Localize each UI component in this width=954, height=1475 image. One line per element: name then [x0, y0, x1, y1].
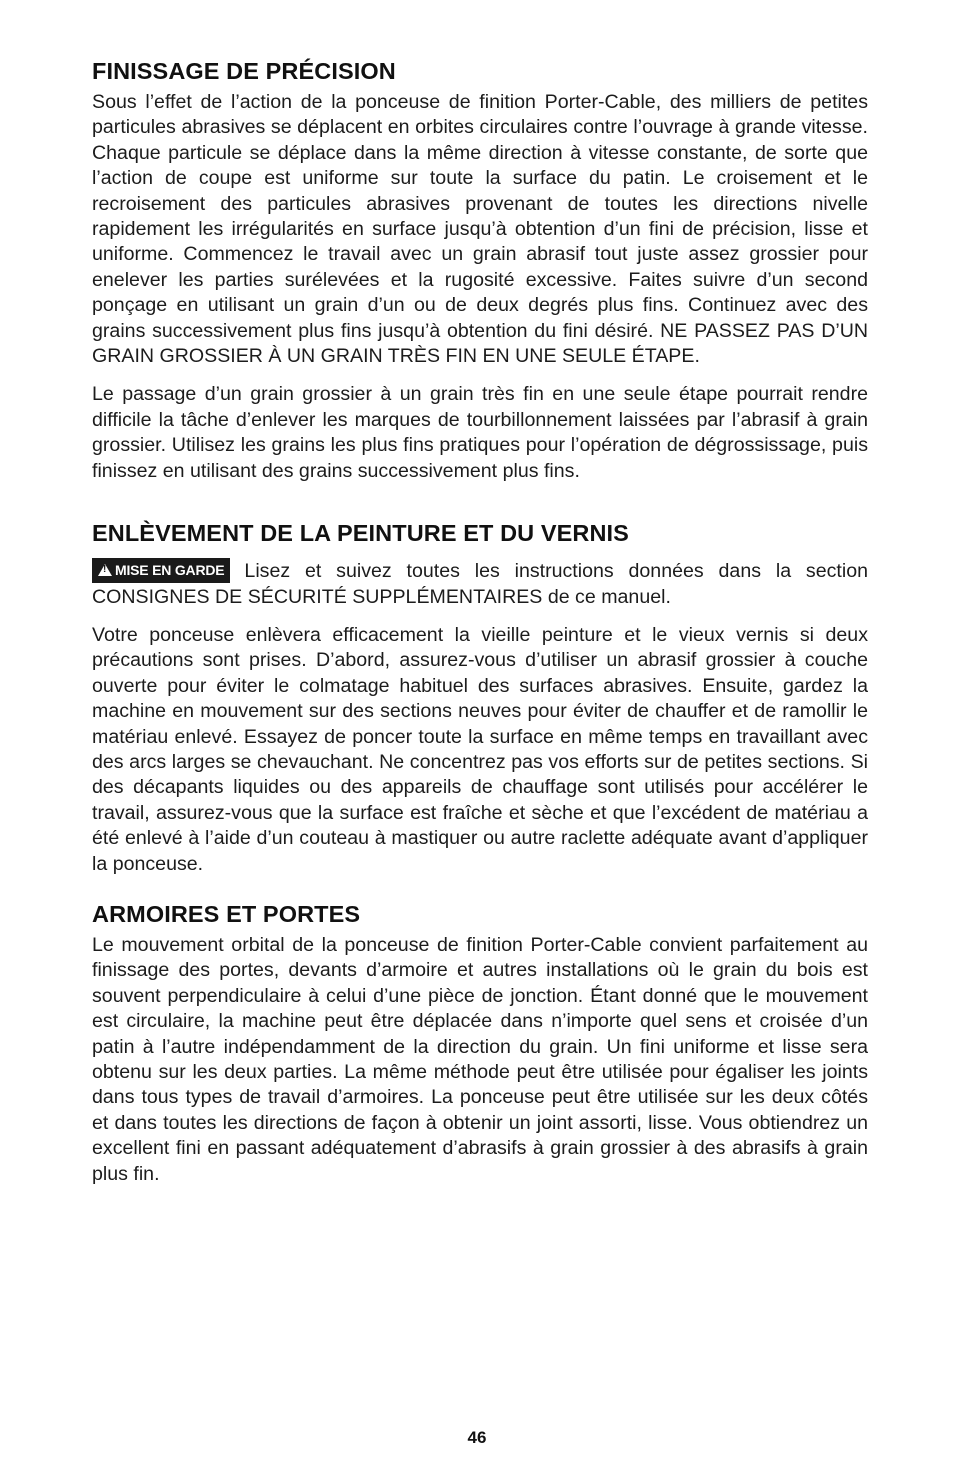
warning-badge: [92, 558, 230, 583]
warning-text: Lisez et suivez toutes les instructions données dans la section CONSIGNES DE SÉCURITÉ SUPPLÉMENTAIRES de ce manuel.: [92, 560, 868, 608]
warning-triangle-icon: [98, 564, 112, 576]
paragraph: Le passage d’un grain grossier à un grain très fin en une seule étape pourrait rendre difficile la tâche d’enlever les marques de tourbillonnement laissées par l’abrasif à grain grossier. Utilisez les grains les plus fins pratiques pour l’opération de dégrossissage, puis finissez en utilisant des grains successivement plus fins.: [92, 383, 868, 482]
warning-paragraph: [92, 558, 868, 610]
section-precision-finishing: [92, 56, 868, 484]
page-number: 46: [467, 1428, 487, 1447]
warning-label: MISE EN GARDE: [115, 562, 225, 579]
section-cabinets-doors: [92, 899, 868, 1187]
paragraph: Sous l’effet de l’action de la ponceuse de finition Porter-Cable, des milliers de petites particules abrasives se déplacent en orbites circulaires contre l’ouvrage à grande vitesse. Chaque particule se déplace dans la même direction à vitesse constante, de sorte que l’action de coupe est uniforme sur toute la surface du patin. Le croisement et le recroisement des particules abrasives provenant de toutes les directions nivelle rapidement les irrégularités en surface jusqu’à obtention d’un fini de précision, lisse et uniforme. Commencez le travail avec un grain abrasif tout juste assez grossier pour enelever les parties surélevées et la rugosité excessive. Faites suivre d’un second ponçage en utilisant un grain d’un ou de deux degrés plus fins. Continuez avec des grains successivement plus fins jusqu’à obtention du fini désiré. NE PASSEZ PAS D’UN GRAIN GROSSIER À UN GRAIN TRÈS FIN EN UNE SEULE ÉTAPE.: [92, 91, 868, 368]
section-heading: ARMOIRES ET PORTES: [92, 900, 361, 927]
section-heading: FINISSAGE DE PRÉCISION: [92, 58, 396, 84]
paragraph: Votre ponceuse enlèvera efficacement la vieille peinture et le vieux vernis si deux précautions sont prises. D’abord, assurez-vous d’utiliser un abrasif grossier à couche ouverte pour éviter le colmatage habituel des surfaces abrasives. Ensuite, gardez la machine en mouvement sur des sections neuves pour éviter de chauffer et de ramollir le matériau enlevé. Essayez de poncer toute la surface en même temps en travaillant avec des arcs larges se chevauchant. Ne concentrez pas vos efforts sur de petites sections. Si des décapants liquides ou des appareils de chauffage sont utilisés pour accélérer le travail, assurez-vous que la surface est fraîche et sèche et que l’excédent de matériau a été enlevé à l’aide d’un couteau à mastiquer ou autre raclette adéquate avant d’appliquer la ponceuse.: [92, 623, 868, 875]
manual-page: [92, 56, 868, 1187]
section-heading: ENLÈVEMENT DE LA PEINTURE ET DU VERNIS: [92, 520, 629, 547]
section-paint-removal: [92, 518, 868, 877]
paragraph: Le mouvement orbital de la ponceuse de finition Porter-Cable convient parfaitement au finissage des portes, devants d’armoire et autres installations où le grain du bois est souvent perpendiculaire à celui d’une pièce de jonction. Étant donné que le mouvement est circulaire, la machine peut être déplacée dans n’importe quel sens et croisée d’un patin à l’autre indépendamment de la direction du grain. Un fini uniforme et lisse sera obtenu sur les deux parties. La même méthode peut être utilisée pour égaliser les joints dans tous types de travail d’armoires. La ponceuse peut être utilisée sur les deux côtés et dans toutes les directions de façon à obtenir un joint assorti, lisse. Vous obtiendrez un excellent fini en passant adéquatement d’abrasifs à grain grossier à des abrasifs à grain plus fin.: [92, 933, 868, 1185]
